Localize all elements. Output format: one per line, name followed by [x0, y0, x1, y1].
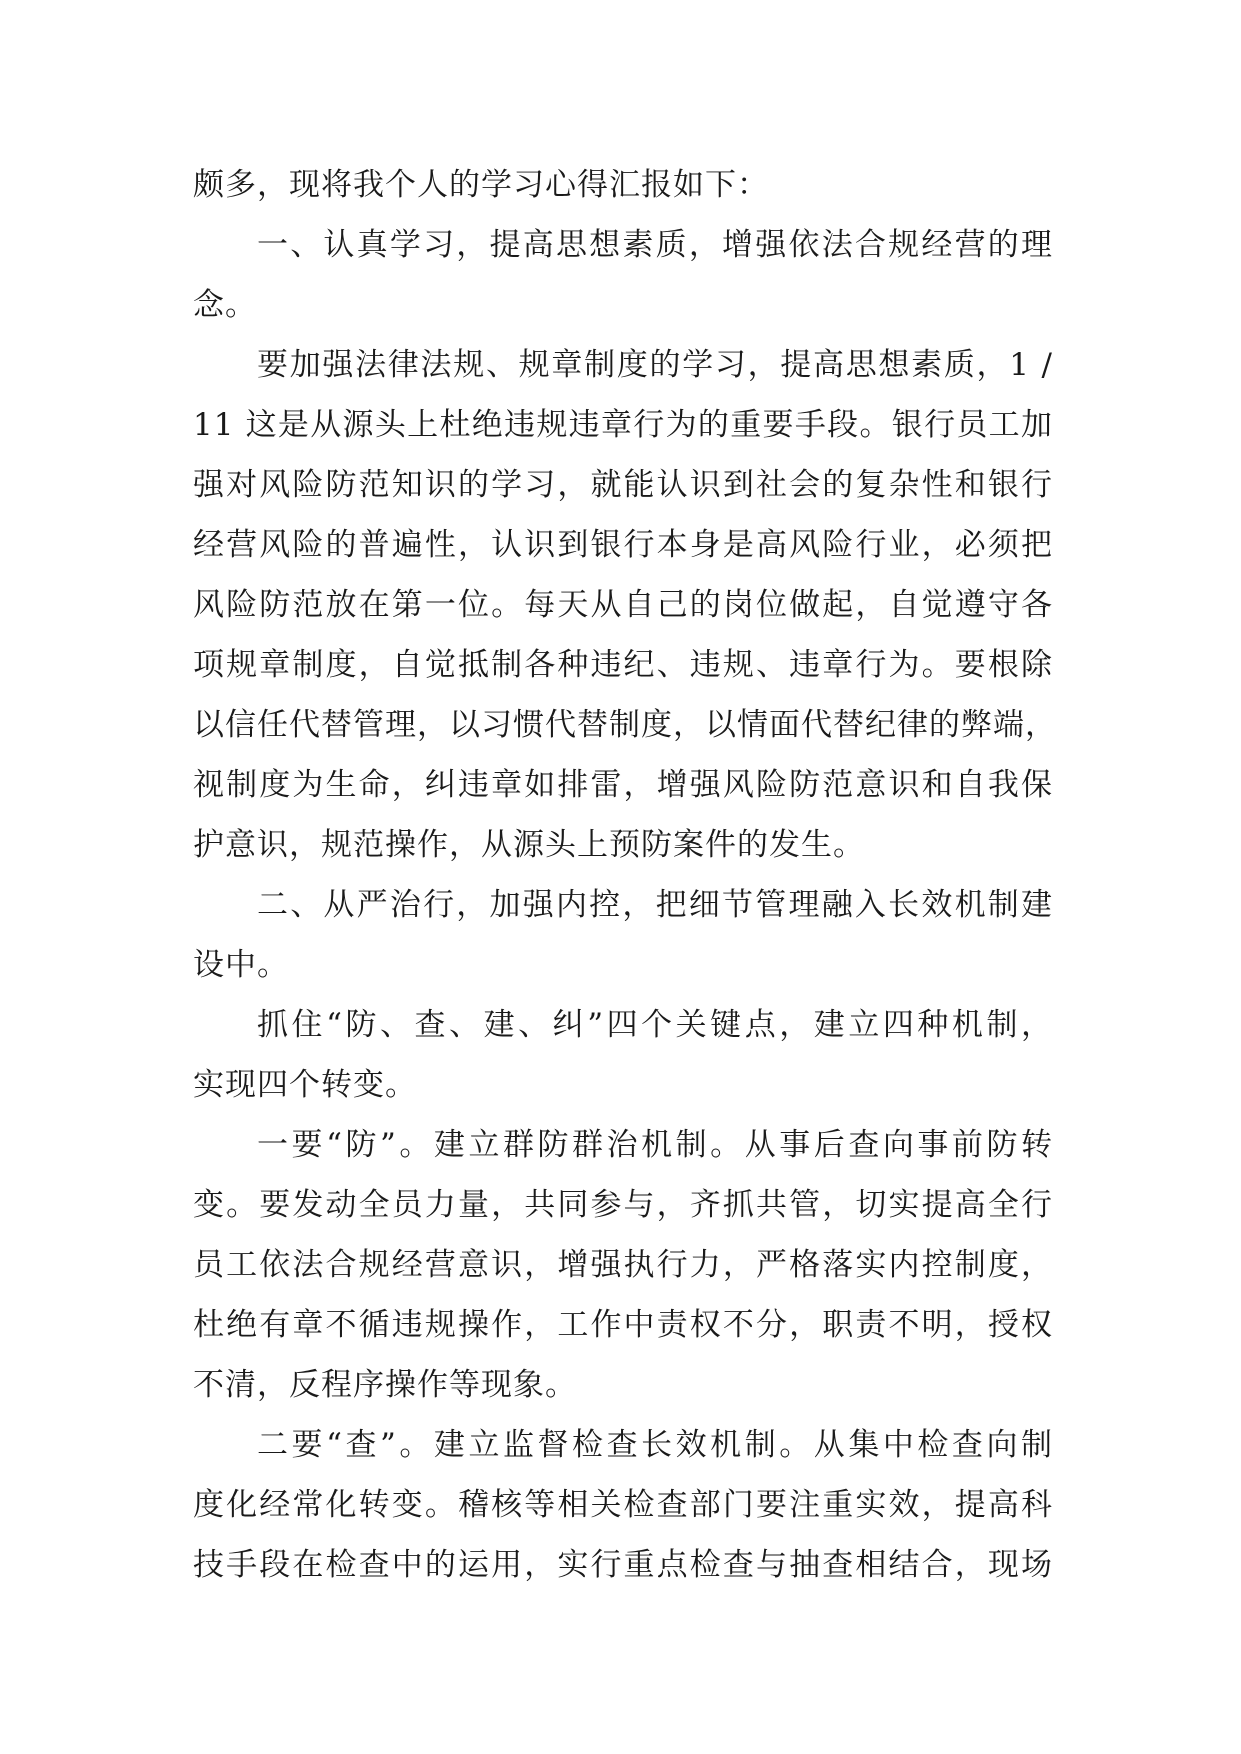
text-line: 度化经常化转变。稽核等相关检查部门要注重实效，提高科	[193, 1487, 1053, 1523]
text-line: 实现四个转变。	[193, 1067, 417, 1103]
text-line: 技手段在检查中的运用，实行重点检查与抽查相结合，现场	[193, 1547, 1053, 1583]
text-line: 11 这是从源头上杜绝违规违章行为的重要手段。银行员工加	[193, 407, 1053, 443]
text-line: 一要“防”。建立群防群治机制。从事后查向事前防转	[257, 1127, 1053, 1163]
text-line: 视制度为生命，纠违章如排雷，增强风险防范意识和自我保	[193, 767, 1053, 803]
text-line: 设中。	[193, 947, 289, 983]
text-line: 风险防范放在第一位。每天从自己的岗位做起，自觉遵守各	[193, 587, 1053, 623]
text-line: 二要“查”。建立监督检查长效机制。从集中检查向制	[257, 1427, 1053, 1463]
text-line: 员工依法合规经营意识，增强执行力，严格落实内控制度，	[193, 1247, 1053, 1283]
text-line: 变。要发动全员力量，共同参与，齐抓共管，切实提高全行	[193, 1187, 1053, 1223]
text-line: 项规章制度，自觉抵制各种违纪、违规、违章行为。要根除	[193, 647, 1053, 683]
text-line: 抓住“防、查、建、纠”四个关键点，建立四种机制，	[257, 1007, 1053, 1043]
text-line: 杜绝有章不循违规操作，工作中责权不分，职责不明，授权	[193, 1307, 1053, 1343]
text-line: 以信任代替管理，以习惯代替制度，以情面代替纪律的弊端，	[193, 707, 1057, 743]
text-line: 要加强法律法规、规章制度的学习，提高思想素质，1 /	[257, 347, 1053, 383]
text-line: 护意识，规范操作，从源头上预防案件的发生。	[193, 827, 865, 863]
text-line: 经营风险的普遍性，认识到银行本身是高风险行业，必须把	[193, 527, 1053, 563]
document-body	[193, 155, 1057, 1595]
text-line: 强对风险防范知识的学习，就能认识到社会的复杂性和银行	[193, 467, 1053, 503]
text-line: 颇多，现将我个人的学习心得汇报如下：	[193, 167, 769, 203]
text-line: 二、从严治行，加强内控，把细节管理融入长效机制建	[257, 887, 1053, 923]
text-line: 一、认真学习，提高思想素质，增强依法合规经营的理	[257, 227, 1053, 263]
text-line: 不清，反程序操作等现象。	[193, 1367, 577, 1403]
text-line: 念。	[193, 287, 257, 323]
